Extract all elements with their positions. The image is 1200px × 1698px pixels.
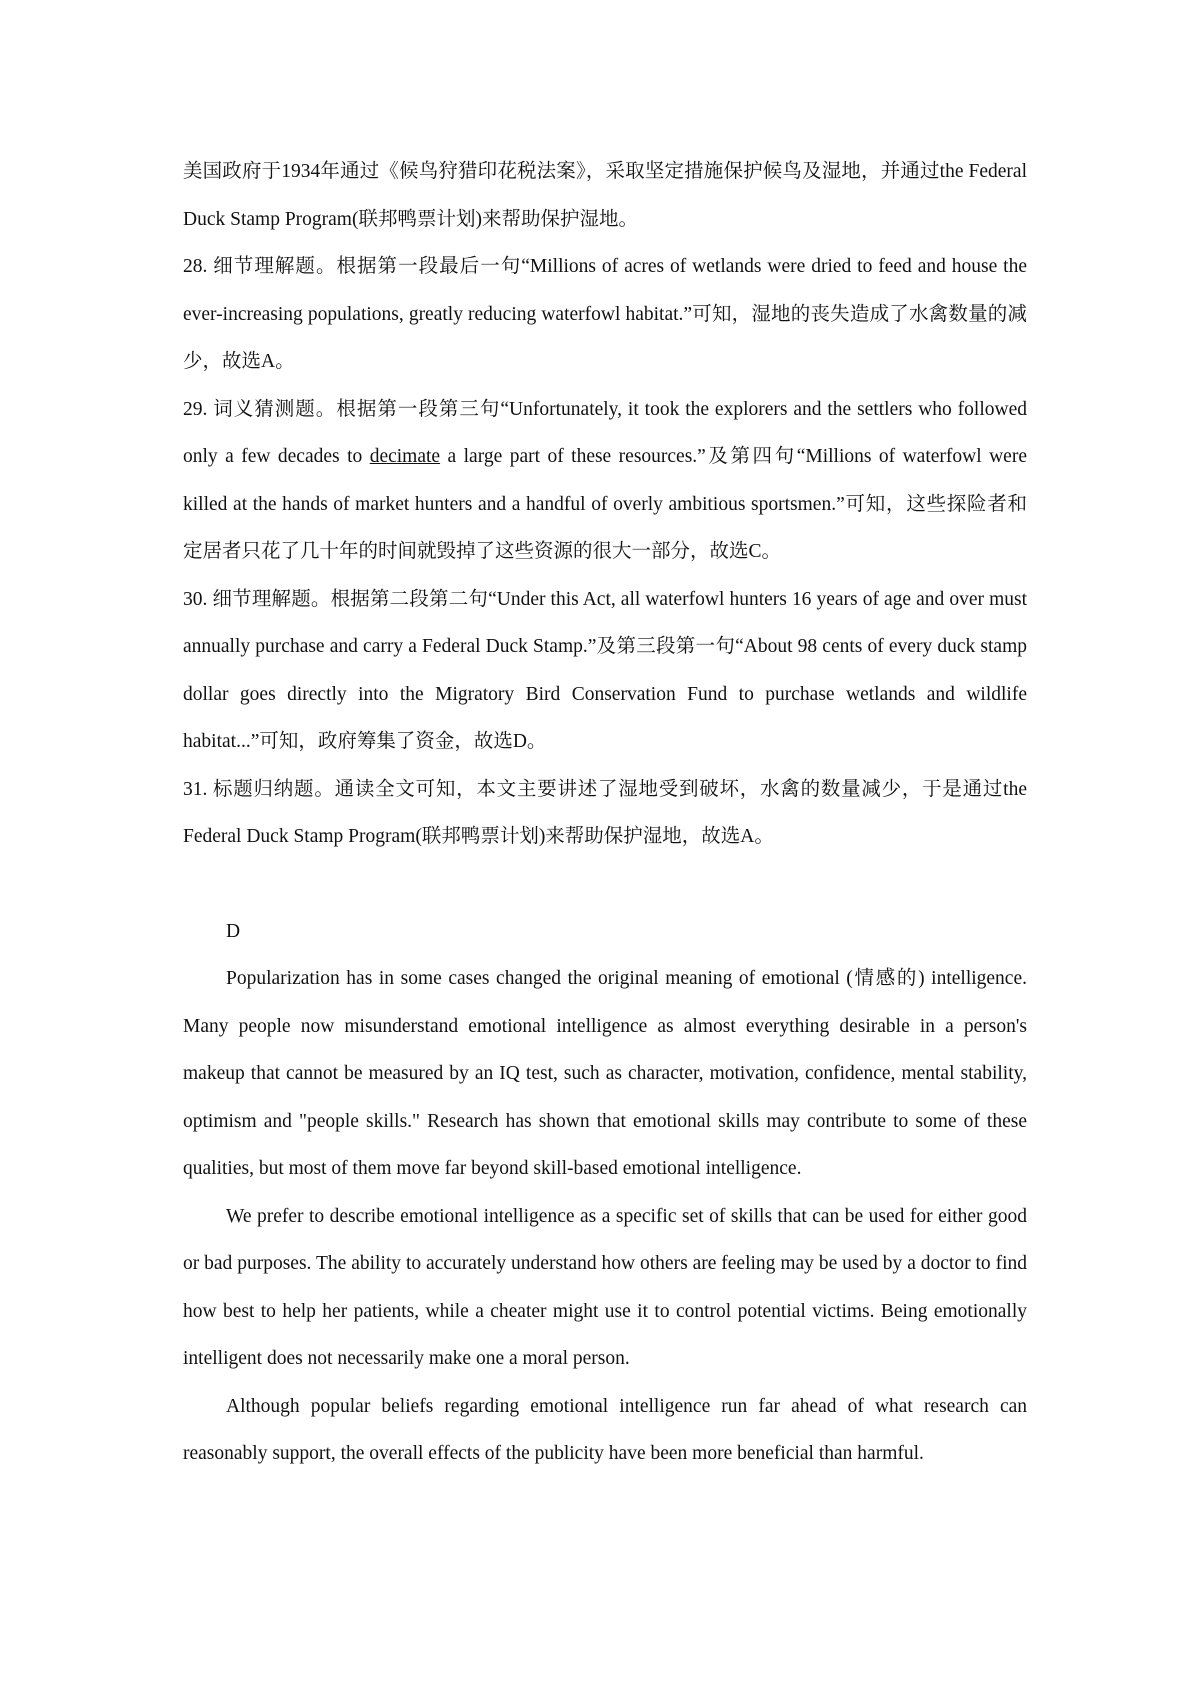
section-letter: D bbox=[226, 920, 241, 942]
answer-31: 31. 标题归纳题。通读全文可知，本文主要讲述了湿地受到破坏，水禽的数量减少，于是通过the Federal Duck Stamp Program(联邦鸭票计划)来帮助保护湿地，故选A。 bbox=[183, 778, 1027, 847]
answer-30: 30. 细节理解题。根据第二段第二句“Under this Act, all waterfowl hunters 16 years of age and over must annually purchase and carry a Federal Duck Stamp.”及第三段第一句“About 98 cents of every duck stamp dollar goes directly into the Migratory Bird Conservation Fund to purchase wetlands and wildlife habitat...”可知，政府筹集了资金，故选D。 bbox=[183, 588, 1027, 752]
passage-paragraph-3: Although popular beliefs regarding emotional intelligence run far ahead of what research can reasonably support, the overall effects of the publicity have been more beneficial than harmful. bbox=[183, 1395, 1027, 1464]
intro-paragraph: 美国政府于1934年通过《候鸟狩猎印花税法案》，采取坚定措施保护候鸟及湿地，并通过the Federal Duck Stamp Program(联邦鸭票计划)来帮助保护湿地。 bbox=[183, 161, 1027, 230]
underlined-word: decimate bbox=[369, 446, 441, 467]
passage-paragraph-1: Popularization has in some cases changed the original meaning of emotional (情感的) intelligence. Many people now misunderstand emotional intelligence as almost everything desirable in a person's makeup that cannot be measured by an IQ test, such as character, motivation, confidence, mental stability, optimism and "people skills." Research has shown that emotional skills may contribute to some of these qualities, but most of them move far beyond skill-based emotional intelligence. bbox=[183, 968, 1027, 1179]
answer-29-before: 29. 词义猜测题。根据第一段第三句“Unfortunately, it took the explorers and the settlers who followed only a few decades to bbox=[183, 398, 1027, 467]
passage-paragraph-2: We prefer to describe emotional intelligence as a specific set of skills that can be used for either good or bad purposes. The ability to accurately understand how others are feeling may be used by a doctor to find how best to help her patients, while a cheater might use it to control potential victims. Being emotionally intelligent does not necessarily make one a moral person. bbox=[183, 1205, 1027, 1369]
answer-28: 28. 细节理解题。根据第一段最后一句“Millions of acres of wetlands were dried to feed and house the ever-increasing populations, greatly reducing waterfowl habitat.”可知，湿地的丧失造成了水禽数量的减少，故选A。 bbox=[183, 256, 1027, 372]
answer-29-after: a large part of these resources.”及第四句“Millions of waterfowl were killed at the hands of market hunters and a handful of overly ambitious sportsmen.”可知，这些探险者和定居者只花了几十年的时间就毁掉了这些资源的很大一部分，故选C。 bbox=[183, 446, 1027, 562]
answer-29 bbox=[183, 386, 1027, 576]
document-page bbox=[183, 148, 1027, 1478]
